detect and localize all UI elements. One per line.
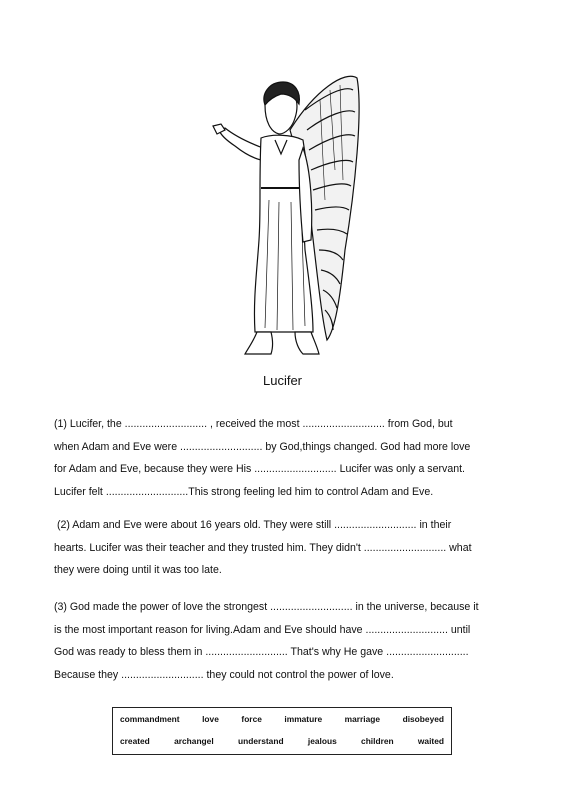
paragraph-line: Lucifer felt ............................This strong feeling led him to control Adam and Eve. <box>54 485 434 498</box>
word-bank-item: created <box>120 736 150 746</box>
word-bank <box>112 707 452 755</box>
word-bank-item: waited <box>417 736 444 746</box>
paragraph-3 <box>54 596 520 686</box>
word-bank-item: force <box>241 714 262 724</box>
paragraph-line: (1) Lucifer, the ............................ , received the most ............................ from God, but <box>54 418 453 430</box>
feet-shape <box>245 332 319 354</box>
word-bank-row <box>117 708 447 730</box>
paragraph-line: for Adam and Eve, because they were His ............................ Lucifer was only a servant. <box>54 463 465 475</box>
word-bank-item: commandment <box>120 714 180 724</box>
paragraph-line: (2) Adam and Eve were about 16 years old. They were still ............................ in their <box>54 519 452 531</box>
illustration-caption: Lucifer <box>262 373 303 388</box>
paragraph-line: God was ready to bless them in ............................ That's why He gave ............................ <box>54 646 469 658</box>
paragraph-2 <box>54 514 520 582</box>
paragraph-line: they were doing until it was too late. <box>54 564 222 576</box>
word-bank-item: disobeyed <box>402 714 444 724</box>
word-bank-item: archangel <box>174 736 214 746</box>
paragraph-line: hearts. Lucifer was their teacher and they trusted him. They didn't ............................ what <box>54 541 472 554</box>
word-bank-item: love <box>202 714 219 724</box>
word-bank-item: understand <box>237 736 284 746</box>
paragraph-1 <box>54 413 520 503</box>
word-bank-row <box>117 730 447 752</box>
word-bank-item: jealous <box>307 736 337 746</box>
paragraph-line: Because they ............................ they could not control the power of love. <box>54 668 394 681</box>
paragraph-line: when Adam and Eve were ............................ by God,things changed. God had more love <box>54 440 471 453</box>
word-bank-item: children <box>361 736 394 746</box>
angel-illustration <box>195 70 365 360</box>
word-bank-item: marriage <box>344 714 381 724</box>
paragraph-line: (3) God made the power of love the strongest ............................ in the universe, because it <box>54 601 479 613</box>
robe-shape <box>254 135 313 332</box>
raised-arm <box>213 124 263 160</box>
paragraph-line: is the most important reason for living.Adam and Eve should have ............................ until <box>54 623 471 636</box>
word-bank-item: immature <box>284 714 323 724</box>
